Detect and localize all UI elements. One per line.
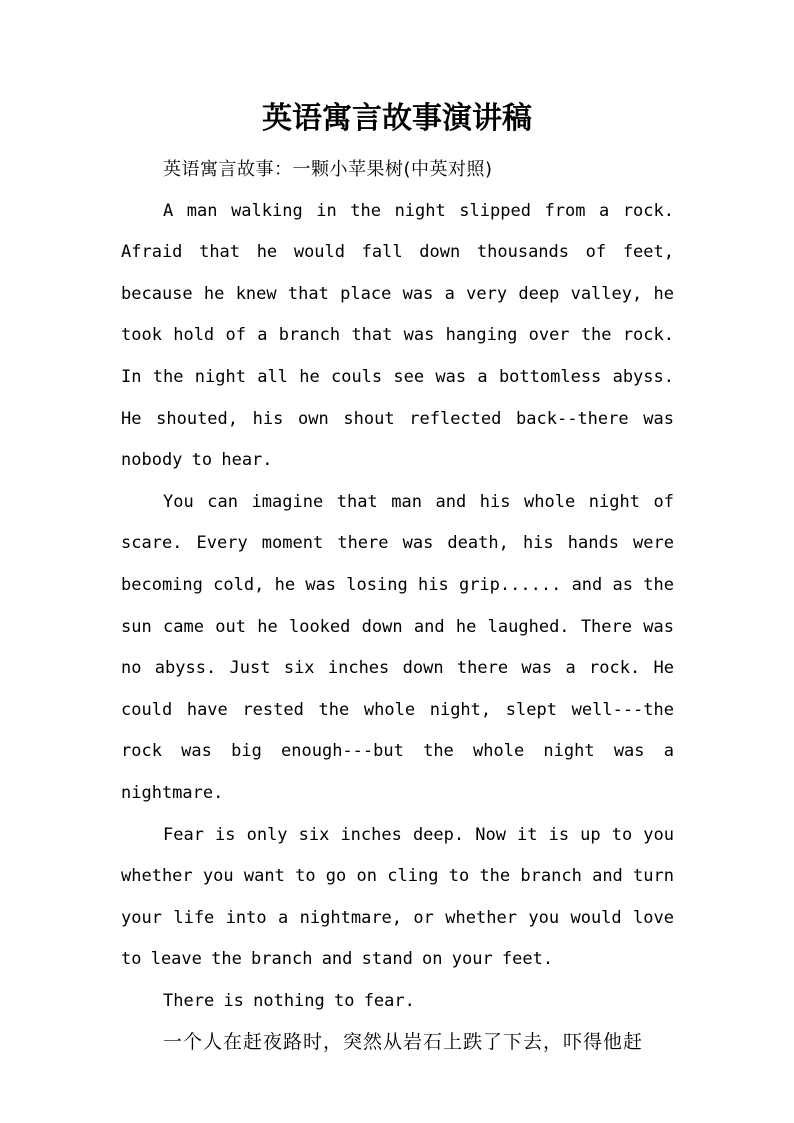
document-subtitle: 英语寓言故事：一颗小苹果树(中英对照): [163, 159, 493, 180]
paragraph: You can imagine that man and his whole night of scare. Every moment there was death, his hands were becoming cold, he was losing his grip...... and as the sun came out he looked down and he laughed. There was no abyss. Just six inches down there was a rock. He could have rested the whole night, slept well---the rock was big enough---but the whole night was a nightmare.: [121, 491, 674, 803]
paragraph: A man walking in the night slipped from a rock. Afraid that he would fall down thousands of feet, because he knew that place was a very deep valley, he took hold of a branch that was hanging over the rock. In the night all he couls see was a bottomless abyss. He shouted, his own shout reflected back--there was nobody to hear.: [121, 200, 674, 471]
paragraph: There is nothing to fear.: [163, 990, 415, 1011]
chinese-paragraph: 一个人在赶夜路时，突然从岩石上跌了下去，吓得他赶: [163, 1031, 644, 1054]
document-body: [121, 149, 674, 1064]
document-title: 英语寓言故事演讲稿: [262, 101, 532, 136]
paragraph: Fear is only six inches deep. Now it is up to you whether you want to go on cling to the branch and turn your life into a nightmare, or whether you would love to leave the branch and stand on your feet.: [121, 824, 674, 970]
